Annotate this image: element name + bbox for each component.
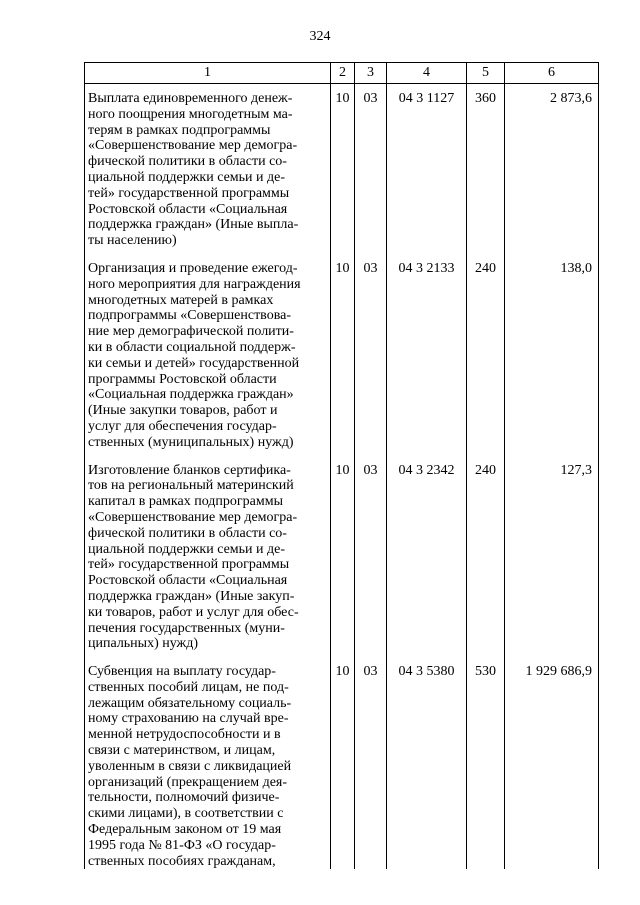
- expense-type-code: 240: [467, 456, 505, 658]
- expense-name-line: «Совершенствование мер демогра-: [88, 509, 298, 525]
- expense-name-line: ного мероприятия для награждения: [88, 276, 301, 292]
- expense-name-line: подпрограммы «Совершенствова-: [88, 308, 291, 324]
- expense-name-line: скими лицами), в соответствии с: [88, 806, 284, 822]
- amount: 127,3: [505, 456, 599, 658]
- expense-name-line: организаций (прекращением дея-: [88, 774, 288, 790]
- expense-name-line: Организация и проведение ежегод-: [88, 260, 298, 276]
- table-row: [85, 84, 599, 254]
- expense-name: [85, 456, 331, 658]
- expense-name-line: фической политики в области со-: [88, 154, 287, 170]
- expense-name-line: тельности, полномочий физиче-: [88, 790, 280, 806]
- expense-name-line: капитал в рамках подпрограммы: [88, 494, 283, 510]
- expense-type-code: 530: [467, 657, 505, 869]
- header-row: [85, 63, 599, 84]
- expense-name-line: фической политики в области со-: [88, 525, 287, 541]
- expense-name-line: лежащим обязательному социаль-: [88, 695, 292, 711]
- expense-name-line: циальной поддержки семьи и де-: [88, 169, 286, 185]
- column-header-5: 5: [467, 63, 505, 84]
- expense-name-line: услуг для обеспечения государ-: [88, 418, 277, 434]
- target-article-code: 04 3 1127: [387, 84, 467, 254]
- section-code: 10: [331, 657, 355, 869]
- expense-name-line: многодетных матерей в рамках: [88, 292, 274, 308]
- budget-table: [84, 62, 599, 869]
- section-code: 10: [331, 84, 355, 254]
- expense-name-line: поддержка граждан» (Иные выпла-: [88, 217, 299, 233]
- expense-name-line: ного поощрения многодетным ма-: [88, 106, 293, 122]
- target-article-code: 04 3 5380: [387, 657, 467, 869]
- expense-name-line: уволенным в связи с ликвидацией: [88, 758, 292, 774]
- expense-name-line: Ростовской области «Социальная: [88, 201, 288, 217]
- page-number: 324: [309, 29, 331, 44]
- column-header-2: 2: [331, 63, 355, 84]
- expense-name: [85, 254, 331, 456]
- table-row: [85, 657, 599, 869]
- expense-name-line: ки семьи и детей» государственной: [88, 355, 300, 371]
- expense-name-line: (Иные закупки товаров, работ и: [88, 403, 278, 419]
- section-code: 10: [331, 254, 355, 456]
- expense-name-line: программы Ростовской области: [88, 371, 277, 387]
- expense-name-line: тей» государственной программы: [88, 557, 290, 573]
- expense-name-line: Изготовление бланков сертифика-: [88, 462, 291, 478]
- expense-name-line: Федеральным законом от 19 мая: [88, 822, 282, 838]
- expense-name-line: ние мер демографической полити-: [88, 324, 294, 340]
- column-header-6: 6: [505, 63, 599, 84]
- expense-name-line: Субвенция на выплату государ-: [88, 664, 276, 680]
- amount: 1 929 686,9: [505, 657, 599, 869]
- expense-name-line: Выплата единовременного денеж-: [88, 91, 293, 106]
- expense-type-code: 360: [467, 84, 505, 254]
- column-header-4: 4: [387, 63, 467, 84]
- expense-name-line: тей» государственной программы: [88, 185, 290, 201]
- expense-name: [85, 84, 331, 254]
- expense-name-line: ты населению): [88, 233, 177, 249]
- table-row: [85, 456, 599, 658]
- subsection-code: 03: [355, 657, 387, 869]
- expense-name-line: печения государственных (муни-: [88, 620, 285, 636]
- expense-name-line: «Совершенствование мер демогра-: [88, 138, 298, 154]
- table-row: [85, 254, 599, 456]
- expense-name-line: «Социальная поддержка граждан»: [88, 387, 294, 403]
- expense-name-line: тов на региональный материнский: [88, 478, 294, 494]
- expense-name-line: Ростовской области «Социальная: [88, 573, 288, 589]
- expense-name-line: ственных (муниципальных) нужд): [88, 434, 294, 450]
- expense-type-code: 240: [467, 254, 505, 456]
- expense-name-line: ственных пособий лицам, не под-: [88, 679, 289, 695]
- amount: 2 873,6: [505, 84, 599, 254]
- expense-name-line: ки товаров, работ и услуг для обес-: [88, 604, 299, 620]
- expense-name-line: ственных пособиях гражданам,: [88, 853, 276, 869]
- expense-name-line: менной нетрудоспособности и в: [88, 727, 281, 743]
- target-article-code: 04 3 2133: [387, 254, 467, 456]
- target-article-code: 04 3 2342: [387, 456, 467, 658]
- amount: 138,0: [505, 254, 599, 456]
- column-header-1: 1: [85, 63, 331, 84]
- column-header-3: 3: [355, 63, 387, 84]
- expense-name-line: ципальных) нужд): [88, 636, 199, 652]
- expense-name-line: ки в области социальной поддерж-: [88, 339, 296, 355]
- subsection-code: 03: [355, 254, 387, 456]
- expense-name-line: поддержка граждан» (Иные закуп-: [88, 588, 295, 604]
- subsection-code: 03: [355, 456, 387, 658]
- expense-name-line: терям в рамках подпрограммы: [88, 122, 271, 138]
- expense-name-line: связи с материнством, и лицам,: [88, 743, 276, 759]
- expense-name-line: 1995 года № 81-ФЗ «О государ-: [88, 837, 276, 853]
- expense-name: [85, 657, 331, 869]
- subsection-code: 03: [355, 84, 387, 254]
- section-code: 10: [331, 456, 355, 658]
- expense-name-line: ному страхованию на случай вре-: [88, 711, 289, 727]
- expense-name-line: циальной поддержки семьи и де-: [88, 541, 286, 557]
